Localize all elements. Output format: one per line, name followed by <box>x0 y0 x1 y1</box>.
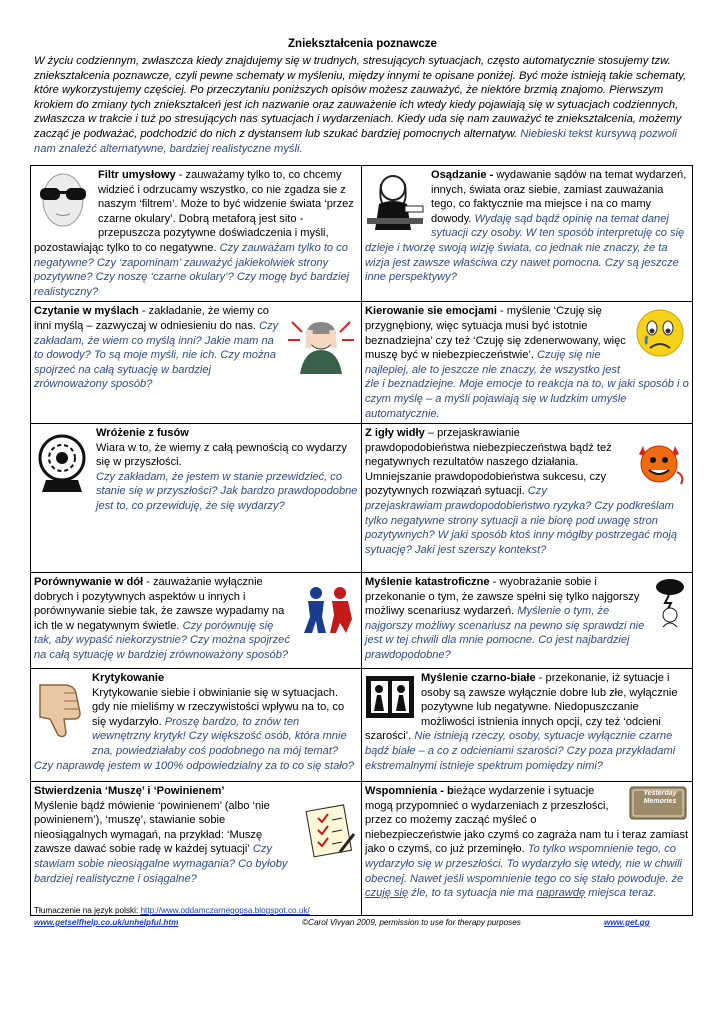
text-wrozenie: Wiara w to, że wiemy z całą pewnością co wydarzy się w przyszłości. <box>96 441 347 469</box>
cell-musze <box>31 782 362 916</box>
heading-emocje: Kierowanie sie emocjami <box>365 305 497 318</box>
memories-badge-text: Yesterday Memories <box>643 790 677 806</box>
question-filtr: Czy zauważam tylko to co negatywne? Czy ‘zapominam’ zauważyć jakiekolwiek strony pozytywne? Czy noszę ‘czarne okulary’? Czy mogę być bardziej realistyczny? <box>34 241 350 298</box>
question-wspomnienia-underline-2: naprawdę <box>536 887 586 900</box>
yesterday-memories-icon <box>629 786 687 825</box>
cell-filtr <box>31 166 362 302</box>
credits-footer <box>34 918 654 927</box>
question-porownywanie: Czy porównuję się tak, aby wypaść niekorzystnie? Czy można spojrzeć na całą sytuację w bardziej zrównoważony sposób? <box>34 619 290 662</box>
heading-krytykowanie: Krytykowanie <box>92 672 165 685</box>
devil-face-icon <box>631 436 687 493</box>
question-czytanie: Czy zakładam, że wiem co myślą inni? Jakie mam na to dowody? To są moje myśli, nie ich. Czy można spojrzeć na całą sytuację w bardziej zrównoważony sposób? <box>34 319 279 391</box>
heading-porownywanie: Porównywanie w dół <box>34 576 144 589</box>
crystal-ball-icon <box>34 432 90 499</box>
black-white-figure-icon <box>365 675 415 724</box>
cell-czytanie <box>31 302 362 424</box>
translation-label: Tłumaczenie na język polski: <box>34 906 141 915</box>
intro-paragraph <box>34 54 694 156</box>
heading-filtr: Filtr umysłowy <box>98 169 176 181</box>
question-katastroficzne: Myślenie o tym, że najgorszy możliwy scenariusz na pewno się sprawdzi nie jest w tej chwili dla mnie pomocne. Co jest najbardziej prawdopodobne? <box>365 605 645 662</box>
thumbs-down-icon <box>34 677 86 744</box>
page-title: Zniekształcenia poznawcze <box>288 38 437 50</box>
getgg-link[interactable]: www.get.gg <box>604 918 650 927</box>
question-wspomnienia-underline-1: czuję się <box>365 887 409 900</box>
text-wspomnienia: ieżące wydarzenie i sytuacje mogą przypomnieć o wydarzeniach z przeszłości, przez co możemy zacząć myśleć o niebezpieczeństwie jako czymś co zagraża nam tu i teraz zamiast jako o czymś, co już przeminęło. <box>365 785 689 856</box>
cell-krytykowanie <box>31 669 362 782</box>
question-wspomnienia-3: miejsca teraz. <box>585 887 657 900</box>
sunglasses-face-icon <box>34 170 92 233</box>
cell-igly <box>362 424 693 573</box>
text-emocje: - myślenie ‘Czuję się przygnębiony, więc sytuacja musi być istotnie beznadziejna’ czy też ‘Czuję się zdenerwowany, więc muszę być w niebezpieczeństwie’. <box>365 305 626 362</box>
heading-wrozenie: Wróżenie z fusów <box>96 427 189 440</box>
text-porownywanie: - zauważanie wyłącznie dobrych i pozytywnych aspektów u innych i porównywanie siebie tak, że zawsze wypadamy na ich tle w negatywnym świetle. <box>34 576 285 632</box>
question-czarnobiale: Nie istnieją rzeczy, osoby, sytuacje wyłącznie czarne bądź białe – a co z odcieniami szarości? Czy poza przykładami ekstremalnymi istnieje spektrum pomiędzy nimi? <box>365 730 676 772</box>
question-wspomnienia-2: źle, to ta sytuacja nie ma <box>408 887 537 900</box>
text-katastroficzne: - wyobrażanie sobie i przekonanie o tym, że zawsze spełni się tylko najgorszy możliwy scenariusz wydarzeń. <box>365 576 640 618</box>
heading-czytanie: Czytanie w myślach <box>34 305 139 318</box>
storm-cloud-icon <box>653 577 687 634</box>
question-osadzanie: Wydaję sąd bądź opinię na temat danej sytuacji czy osoby. W ten sposób interpretuję co się dzieje i tworzę swoją wizję świata, co jednak nie znaczy, że ta wizja jest zawsze właściwa czy nawet pomocna. Czy są jeszcze inne perspektywy? <box>365 212 685 284</box>
question-igly: Czy przejaskrawiam prawdopodobieństwo ryzyka? Czy podkreślam tylko negatywne strony sytuacji a nie biorę pod uwagę stron pozytywnych? W jaki sposób ktoś inny mógłby postrzegać moją sytuację? Jaki jest szerszy kontekst? <box>365 485 677 556</box>
cell-osadzanie <box>362 166 693 302</box>
cell-wspomnienia <box>362 782 693 916</box>
cell-wrozenie <box>31 424 362 573</box>
headache-person-icon <box>286 314 356 381</box>
translation-link[interactable]: http://www.oddamczarnegopsa.blogspot.co.uk/ <box>140 906 310 915</box>
checklist-icon <box>300 804 356 865</box>
text-czytanie: - zakładanie, że wiemy co inni myślą – zazwyczaj w odniesieniu do nas. <box>34 305 269 332</box>
heading-musze: Stwierdzenia ‘Muszę’ i ‘Powinienem’ <box>34 785 225 798</box>
text-igly: – przejaskrawianie prawdopodobieństwa niebezpieczeństwa bądź też negatywnych rezultatów naszego działania. Umniejszanie prawdopodobieństwa sukcesu, czy pozytywnych rozwiązań sytuacji. <box>365 427 612 498</box>
text-filtr: - zauważamy tylko to, co chcemy widzieć i odrzucamy wszystko, co nie zgadza sie z naszym ‘filtrem’. Może to być widzenie świata ‘przez czarne okulary’. Dobrą metaforą jest sito - przepuszcza pozytywne doświadczenia i myśli, pozostawiając tylko to co negatywne. <box>34 169 354 254</box>
text-czarnobiale: - przekonanie, iż sytuacje i osoby są zawsze wyłącznie dobre lub złe, wyłącznie pozytywne lub negatywne. Niedopuszczanie możliwości istnienia innych opcji, czy też ‘odcieni szarości’. <box>365 672 678 743</box>
question-krytykowanie: Proszę bardzo, to znów ten wewnętrzny krytyk! Czy większość osób, która mnie zna, powiedziałaby coś podobnego na mój temat? Czy naprawdę jestem w 100% odpowiedzialny za to co się stało? <box>34 715 355 772</box>
heading-katastroficzne: Myślenie katastroficzne <box>365 576 490 589</box>
two-figures-icon <box>300 583 356 640</box>
getselfhelp-link[interactable]: www.getselfhelp.co.uk/unhelpful.htm <box>34 918 179 927</box>
distortions-table <box>30 165 693 916</box>
cell-katastroficzne <box>362 573 693 669</box>
cell-emocje <box>362 302 693 424</box>
question-musze: Czy stawiam sobie nieosiągalne wymagania? Co byłoby bardziej realistyczne i osiągalne? <box>34 843 288 885</box>
question-emocje: Czuję się nie najlepiej, ale to jeszcze nie znaczy, że wszystko jest źle i beznadziejne. Moje emocje to reakcja na to, w jaki sposób i o czym myślę – a myśli pojawiają się w ludzkim umyśle automatycznie. <box>365 349 689 420</box>
heading-igly: Z igły widły <box>365 427 425 440</box>
intro-text: W życiu codziennym, zwłaszcza kiedy znajdujemy się w trudnych, stresujących sytuacjach, często automatycznie stosujemy tzw. zniekształcenia poznawcze, czyli pewne schematy w myśleniu, między innymi te opisane poniżej. Być może istnieją takie schematy, które wykorzystujemy częściej. Po przeczytaniu poniższych opisów możesz zauważyć, że niektóre brzmią znajomo. Pierwszym krokiem do zmiany tych zniekształceń jest ich nazwanie oraz zauważenie ich wtedy kiedy pojawiają się w sytuacjach codziennych, zwłaszcza w trakcie i tuż po stresujących nas sytuacjach i wydarzeniach. Kiedy uda się nam zauważyć te zniekształcenia, możemy zacząć je podważać, podchodzić do nich z dystansem lub szukać bardziej pomocnych alternatyw. <box>34 55 687 140</box>
cell-czarnobiale <box>362 669 693 782</box>
copyright-text: ©Carol Vivyan 2009, permission to use for therapy purposes <box>302 918 521 927</box>
intro-blue-note: Niebieski tekst kursywą pozwoli nam znaleźć alternatywne, bardziej realistyczne myśli. <box>34 127 677 155</box>
question-wrozenie: Czy zakładam, że jestem w stanie przewidzieć, co stanie się w przyszłości? Jak bardzo prawdopodobne jest to, co przewiduję, że się wydarzy? <box>96 470 358 513</box>
text-musze: Myślenie bądź mówienie ‘powinienem’ (albo ‘nie powinienem’), ‘muszę’, stawianie sobie nieosiągalnych wymagań, na przykład: ‘Muszę zawsze dawać sobie radę w każdej sytuacji’ <box>34 799 270 856</box>
text-osadzanie: wydawanie sądów na temat wydarzeń, innych, świata oraz siebie, zamiast zauważania tego, co faktycznie ma miejsce i na co mamy dowody. <box>431 169 687 225</box>
text-krytykowanie: Krytykowanie siebie i obwinianie się w sytuacjach. gdy nie mieliśmy w rzeczywistości wpływu na to, co się wydarzyło. <box>92 686 345 728</box>
heading-wspomnienia: Wspomnienia - b <box>365 785 454 798</box>
translation-footer <box>34 906 310 915</box>
judge-icon <box>365 170 425 237</box>
sad-face-icon <box>633 306 687 365</box>
cell-porownywanie <box>31 573 362 669</box>
heading-czarnobiale: Myślenie czarno-białe <box>421 672 536 685</box>
heading-osadzanie: Osądzanie - <box>431 169 494 181</box>
question-wspomnienia-1: To tylko wspomnienie tego, co wydarzyło się w przeszłości. To wydarzyło się wtedy, nie w chwili obecnej. Nawet jeśli wspomnienie tego co się stało powoduje. że <box>365 843 684 885</box>
